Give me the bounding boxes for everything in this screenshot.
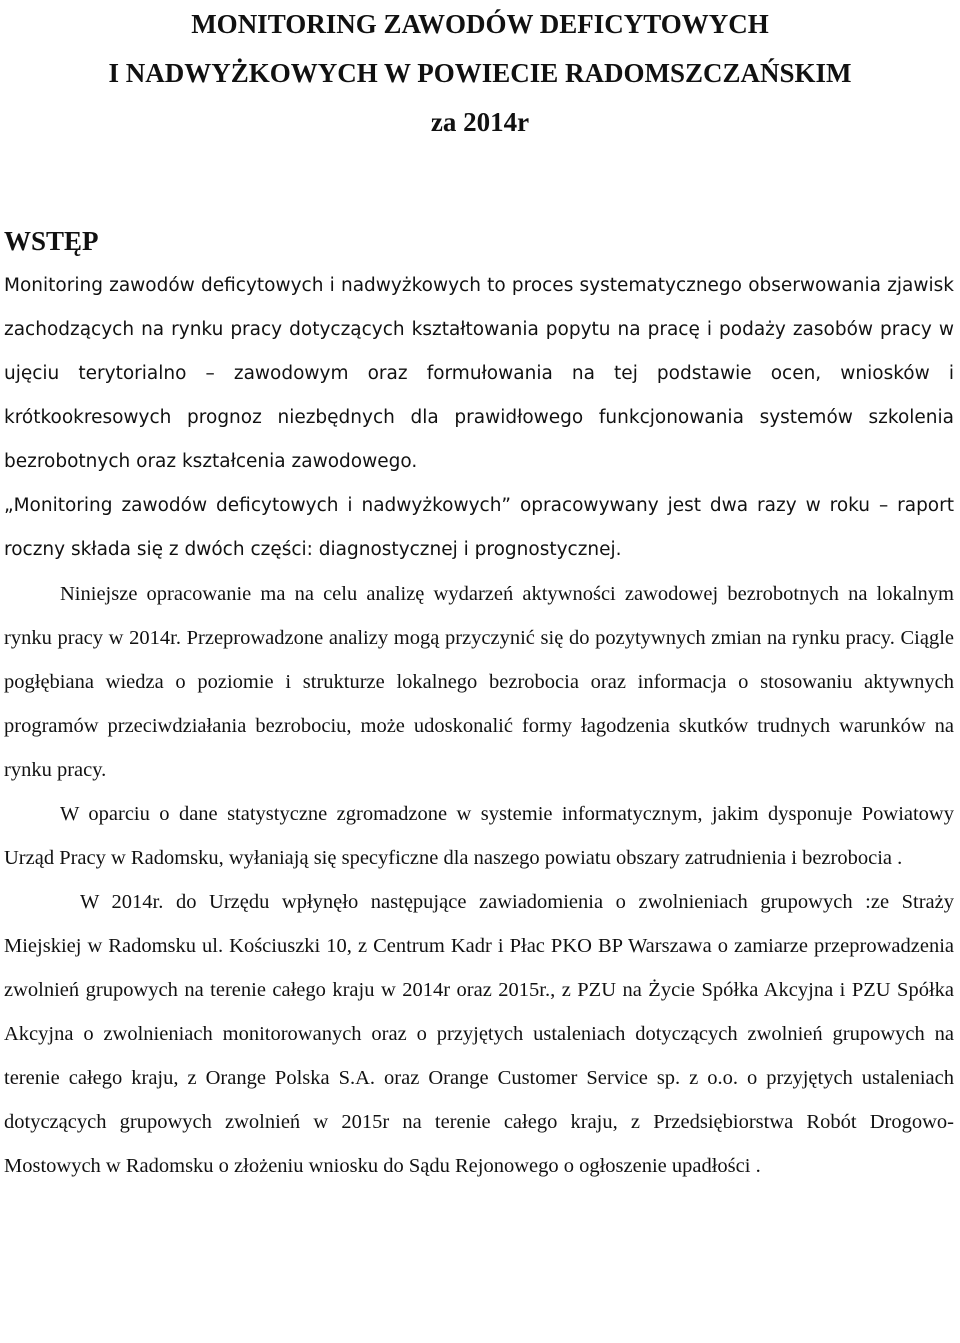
- paragraph-purpose: Niniejsze opracowanie ma na celu analizę wydarzeń aktywności zawodowej bezrobotnych na lokalnym rynku pracy w 2014r. Przeprowadzone analizy mogą przyczynić się do pozytywnych zmian na rynku pracy. Ciągle pogłębiana wiedza o poziomie i strukturze lokalnego bezrobocia oraz informacja o stosowaniu aktywnych programów przeciwdziałania bezrobociu, może udoskonalić formy łagodzenia skutków trudnych warunków na rynku pracy.: [4, 583, 954, 781]
- paragraph-intro: Monitoring zawodów deficytowych i nadwyżkowych to proces systematycznego obserwowania zjawisk zachodzących na rynku pracy dotyczących kształtowania popytu na pracę i podaży zasobów pracy w ujęciu terytorialno – zawodowym oraz formułowania na tej podstawie ocen, wniosków i krótkookresowych prognoz niezbędnych dla prawidłowego funkcjonowania systemów szkolenia bezrobotnych oraz kształcenia zawodowego.: [4, 275, 954, 472]
- paragraph-data: W oparciu o dane statystyczne zgromadzone w systemie informatycznym, jakim dysponuje Powiatowy Urząd Pracy w Radomsku, wyłaniają się specyficzne dla naszego powiatu obszary zatrudnienia i bezrobocia .: [4, 803, 954, 869]
- paragraph-report: „Monitoring zawodów deficytowych i nadwyżkowych” opracowywany jest dwa razy w roku – raport roczny składa się z dwóch części: diagnostycznej i prognostycznej.: [4, 495, 954, 560]
- document-body: [4, 264, 954, 1188]
- paragraph-layoffs: W 2014r. do Urzędu wpłynęło następujące zawiadomienia o zwolnieniach grupowych :ze Straży Miejskiej w Radomsku ul. Kościuszki 10, z Centrum Kadr i Płac PKO BP Warszawa o zamiarze przeprowadzenia zwolnień grupowych na terenie całego kraju w 2014r oraz 2015r., z PZU na Życie Spółka Akcyjna i PZU Spółka Akcyjna o zwolnieniach monitorowanych oraz o przyjętych ustaleniach dotyczących zwolnień grupowych na terenie całego kraju, z Orange Polska S.A. oraz Orange Customer Service sp. z o.o. o przyjętych ustaleniach dotyczących grupowych zwolnień w 2015r na terenie całego kraju, z Przedsiębiorstwa Robót Drogowo-Mostowych w Radomsku o złożeniu wniosku do Sądu Rejonowego o ogłoszenie upadłości .: [4, 891, 954, 1177]
- title-line-2: I NADWYŻKOWYCH W POWIECIE RADOMSZCZAŃSKIM: [108, 58, 852, 88]
- title-line-1: MONITORING ZAWODÓW DEFICYTOWYCH: [191, 9, 769, 39]
- section-heading: WSTĘP: [4, 226, 99, 256]
- title-line-3: za 2014r: [430, 107, 530, 137]
- document-title: [4, 0, 956, 147]
